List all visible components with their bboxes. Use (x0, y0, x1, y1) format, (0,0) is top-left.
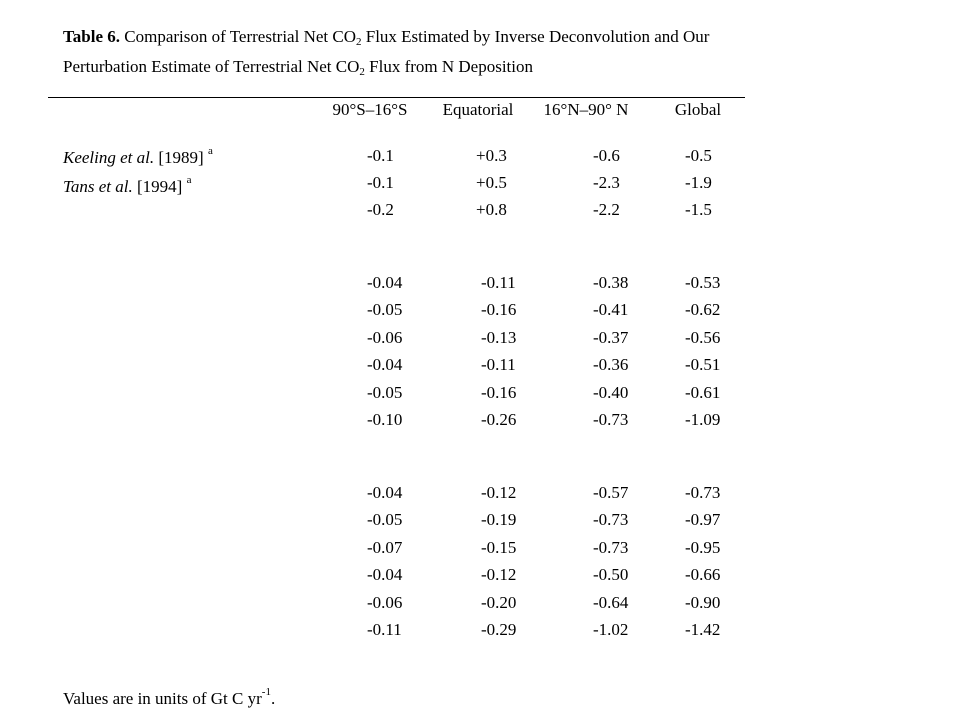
table-cell: -0.36 (593, 355, 629, 375)
table-cell: -0.20 (481, 592, 517, 612)
row-label-note: a (186, 174, 192, 187)
table-cell: -0.73 (593, 537, 629, 557)
table-cell: -0.06 (367, 592, 403, 612)
table-cell: -0.12 (481, 483, 517, 502)
table-cell: -0.37 (593, 327, 629, 347)
table-cell: -0.13 (481, 327, 517, 347)
table-cell: -0.73 (593, 510, 629, 530)
row-label-year: [1989] (154, 148, 208, 167)
table-cell: -0.97 (685, 510, 721, 530)
header-rule (48, 97, 745, 98)
column-header-south: 90°S–16°S (332, 100, 408, 119)
table-cell: -0.90 (685, 592, 721, 612)
table-cell: -0.1 (367, 146, 394, 165)
table-number: Table 6. (63, 27, 121, 46)
table-cell: +0.8 (476, 200, 507, 219)
table-cell: -0.61 (685, 382, 721, 402)
table-cell: -0.29 (481, 620, 517, 639)
table-cell: -0.26 (481, 410, 517, 429)
table-cell: -0.41 (593, 300, 629, 320)
row-label-author: Keeling et al. (63, 148, 155, 167)
table-cell: -1.42 (685, 620, 721, 639)
table-cell: -0.04 (367, 483, 403, 502)
table-cell: -0.05 (367, 382, 403, 402)
caption-text-1: Comparison of Terrestrial Net CO (120, 27, 356, 46)
table-cell: -0.38 (593, 273, 629, 292)
caption-subscript-2: 2 (359, 66, 365, 78)
row-label-keeling (63, 145, 213, 168)
table-caption (63, 22, 743, 82)
caption-subscript-1: 2 (356, 36, 362, 48)
row-label-note: a (207, 145, 213, 158)
table-cell: -0.1 (367, 173, 394, 192)
caption-text-3: Flux from N Deposition (364, 57, 533, 76)
table-cell: -0.40 (593, 382, 629, 402)
table-cell: -0.5 (685, 146, 712, 165)
table-cell: -0.04 (367, 273, 403, 292)
table-cell: -0.07 (367, 537, 403, 557)
table-cell: -0.11 (367, 620, 402, 639)
table-cell: -0.05 (367, 510, 403, 530)
table-cell: -0.19 (481, 510, 517, 530)
table-cell: -0.10 (367, 410, 403, 429)
footnote-end: . (270, 689, 276, 708)
table-cell: -0.73 (685, 483, 721, 502)
table-cell: -1.9 (685, 173, 712, 192)
table-cell: -0.16 (481, 382, 517, 402)
table-cell: -0.16 (481, 300, 517, 320)
row-label-tans (63, 174, 192, 197)
table-cell: -0.51 (685, 355, 721, 375)
table-cell: -1.02 (593, 620, 629, 639)
table-cell: -2.2 (593, 200, 620, 219)
table-cell: -0.04 (367, 565, 403, 585)
table-cell: -0.57 (593, 483, 629, 502)
table-cell: -0.12 (481, 565, 517, 585)
table-cell: -0.66 (685, 565, 721, 585)
footnote-text: Values are in units of Gt C yr (63, 689, 262, 708)
column-header-north: 16°N–90° N (543, 100, 629, 119)
caption-text-2: Flux Estimated by Inverse Deconvolution and Our Perturbation Estimate of Terrestrial Net CO (63, 27, 710, 76)
table-cell: -2.3 (593, 173, 620, 192)
table-cell: +0.3 (476, 146, 507, 165)
table-cell: -0.2 (367, 200, 394, 219)
table-cell: -0.53 (685, 273, 721, 292)
table-cell: -0.50 (593, 565, 629, 585)
table-cell: -0.6 (593, 146, 620, 165)
table-cell: -0.11 (481, 355, 516, 375)
table-cell: -0.04 (367, 355, 403, 375)
table-footnote (63, 686, 276, 709)
footnote-superscript: -1 (261, 686, 271, 699)
table-cell: -1.5 (685, 200, 712, 219)
table-cell: -0.56 (685, 327, 721, 347)
column-header-equatorial: Equatorial (442, 100, 514, 119)
row-label-author: Tans et al. (63, 177, 133, 196)
table-cell: -0.73 (593, 410, 629, 429)
table-cell: -0.15 (481, 537, 517, 557)
table-cell: -0.95 (685, 537, 721, 557)
table-cell: -0.11 (481, 273, 516, 292)
table-cell: +0.5 (476, 173, 507, 192)
column-header-global: Global (674, 100, 722, 119)
table-cell: -1.09 (685, 410, 721, 429)
table-cell: -0.06 (367, 327, 403, 347)
table-cell: -0.64 (593, 592, 629, 612)
row-label-year: [1994] (132, 177, 187, 196)
table-cell: -0.05 (367, 300, 403, 320)
table-cell: -0.62 (685, 300, 721, 320)
